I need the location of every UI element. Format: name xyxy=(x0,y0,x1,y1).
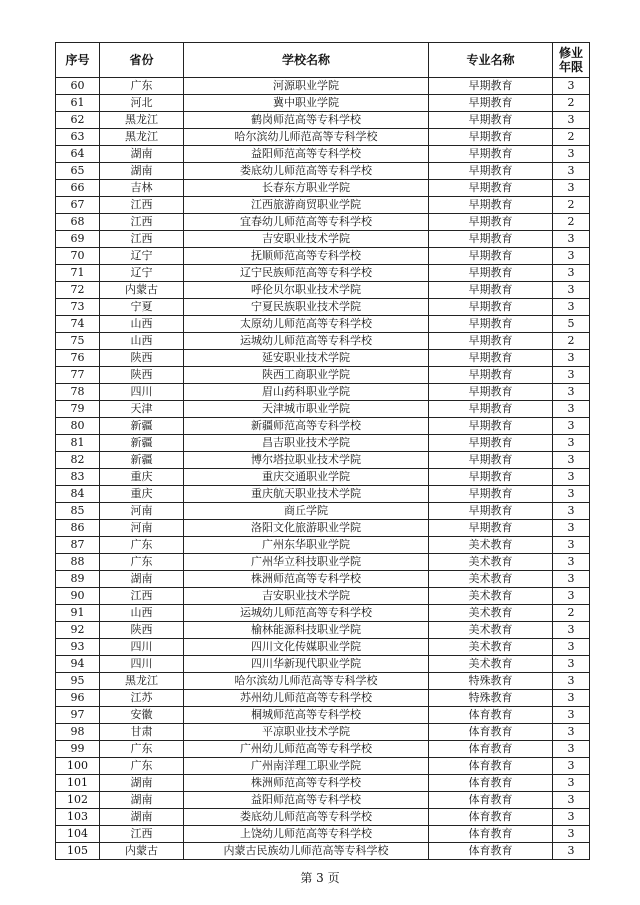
table-row xyxy=(56,401,590,418)
row-major: 特殊教育 xyxy=(429,690,553,707)
row-major: 早期教育 xyxy=(429,282,553,299)
row-years: 2 xyxy=(553,214,590,231)
table-row xyxy=(56,758,590,775)
row-province: 江西 xyxy=(100,231,184,248)
row-years: 3 xyxy=(553,248,590,265)
row-no: 75 xyxy=(56,333,100,350)
row-province: 江西 xyxy=(100,826,184,843)
row-no: 63 xyxy=(56,129,100,146)
row-major: 美术教育 xyxy=(429,622,553,639)
row-no: 82 xyxy=(56,452,100,469)
row-province: 广东 xyxy=(100,758,184,775)
row-no: 80 xyxy=(56,418,100,435)
row-major: 早期教育 xyxy=(429,129,553,146)
row-school: 榆林能源科技职业学院 xyxy=(184,622,429,639)
row-no: 60 xyxy=(56,78,100,95)
row-years: 3 xyxy=(553,486,590,503)
row-no: 102 xyxy=(56,792,100,809)
row-school: 桐城师范高等专科学校 xyxy=(184,707,429,724)
row-no: 98 xyxy=(56,724,100,741)
row-major: 早期教育 xyxy=(429,316,553,333)
table-row xyxy=(56,520,590,537)
row-years: 3 xyxy=(553,741,590,758)
row-years: 3 xyxy=(553,78,590,95)
row-years: 3 xyxy=(553,112,590,129)
row-province: 湖南 xyxy=(100,775,184,792)
row-major: 美术教育 xyxy=(429,605,553,622)
table-row xyxy=(56,299,590,316)
row-major: 早期教育 xyxy=(429,163,553,180)
table-row xyxy=(56,469,590,486)
row-province: 新疆 xyxy=(100,435,184,452)
row-years: 3 xyxy=(553,435,590,452)
table-row xyxy=(56,95,590,112)
row-province: 河北 xyxy=(100,95,184,112)
row-school: 运城幼儿师范高等专科学校 xyxy=(184,605,429,622)
header-school: 学校名称 xyxy=(184,43,429,78)
row-school: 昌吉职业技术学院 xyxy=(184,435,429,452)
row-province: 陕西 xyxy=(100,367,184,384)
row-major: 早期教育 xyxy=(429,350,553,367)
row-major: 美术教育 xyxy=(429,554,553,571)
row-major: 早期教育 xyxy=(429,401,553,418)
row-no: 86 xyxy=(56,520,100,537)
row-school: 鹤岗师范高等专科学校 xyxy=(184,112,429,129)
row-major: 体育教育 xyxy=(429,843,553,860)
table-body xyxy=(56,78,590,860)
row-school: 益阳师范高等专科学校 xyxy=(184,146,429,163)
table-row xyxy=(56,639,590,656)
table-row xyxy=(56,707,590,724)
row-province: 湖南 xyxy=(100,146,184,163)
row-no: 77 xyxy=(56,367,100,384)
row-province: 山西 xyxy=(100,605,184,622)
row-no: 67 xyxy=(56,197,100,214)
row-years: 2 xyxy=(553,95,590,112)
row-major: 早期教育 xyxy=(429,452,553,469)
row-no: 104 xyxy=(56,826,100,843)
row-province: 吉林 xyxy=(100,180,184,197)
row-school: 宜春幼儿师范高等专科学校 xyxy=(184,214,429,231)
row-years: 3 xyxy=(553,265,590,282)
row-province: 内蒙古 xyxy=(100,282,184,299)
row-major: 体育教育 xyxy=(429,809,553,826)
table-row xyxy=(56,503,590,520)
row-province: 新疆 xyxy=(100,418,184,435)
row-years: 3 xyxy=(553,673,590,690)
row-major: 早期教育 xyxy=(429,333,553,350)
row-no: 61 xyxy=(56,95,100,112)
row-no: 84 xyxy=(56,486,100,503)
row-no: 81 xyxy=(56,435,100,452)
row-years: 5 xyxy=(553,316,590,333)
row-years: 3 xyxy=(553,571,590,588)
table-row xyxy=(56,435,590,452)
row-school: 陕西工商职业学院 xyxy=(184,367,429,384)
row-no: 64 xyxy=(56,146,100,163)
row-major: 美术教育 xyxy=(429,588,553,605)
row-province: 内蒙古 xyxy=(100,843,184,860)
row-school: 益阳师范高等专科学校 xyxy=(184,792,429,809)
row-no: 74 xyxy=(56,316,100,333)
row-school: 眉山药科职业学院 xyxy=(184,384,429,401)
row-years: 3 xyxy=(553,452,590,469)
row-no: 70 xyxy=(56,248,100,265)
row-major: 美术教育 xyxy=(429,571,553,588)
row-province: 四川 xyxy=(100,639,184,656)
row-years: 3 xyxy=(553,282,590,299)
row-school: 江西旅游商贸职业学院 xyxy=(184,197,429,214)
row-province: 黑龙江 xyxy=(100,129,184,146)
table-row xyxy=(56,248,590,265)
row-no: 90 xyxy=(56,588,100,605)
row-school: 吉安职业技术学院 xyxy=(184,231,429,248)
school-list-table xyxy=(55,42,590,860)
row-province: 江苏 xyxy=(100,690,184,707)
row-major: 早期教育 xyxy=(429,265,553,282)
row-school: 广州幼儿师范高等专科学校 xyxy=(184,741,429,758)
table-row xyxy=(56,146,590,163)
table-row xyxy=(56,690,590,707)
row-major: 早期教育 xyxy=(429,520,553,537)
row-province: 河南 xyxy=(100,520,184,537)
row-years: 3 xyxy=(553,554,590,571)
row-years: 3 xyxy=(553,809,590,826)
row-no: 91 xyxy=(56,605,100,622)
table-row xyxy=(56,537,590,554)
row-school: 广州华立科技职业学院 xyxy=(184,554,429,571)
table-row xyxy=(56,316,590,333)
row-school: 延安职业技术学院 xyxy=(184,350,429,367)
row-no: 83 xyxy=(56,469,100,486)
row-years: 3 xyxy=(553,775,590,792)
row-school: 苏州幼儿师范高等专科学校 xyxy=(184,690,429,707)
row-no: 78 xyxy=(56,384,100,401)
row-no: 71 xyxy=(56,265,100,282)
row-province: 宁夏 xyxy=(100,299,184,316)
row-no: 65 xyxy=(56,163,100,180)
table-row xyxy=(56,588,590,605)
row-school: 抚顺师范高等专科学校 xyxy=(184,248,429,265)
row-major: 早期教育 xyxy=(429,486,553,503)
row-major: 体育教育 xyxy=(429,826,553,843)
row-major: 早期教育 xyxy=(429,112,553,129)
row-no: 97 xyxy=(56,707,100,724)
row-no: 85 xyxy=(56,503,100,520)
row-school: 株洲师范高等专科学校 xyxy=(184,775,429,792)
row-province: 重庆 xyxy=(100,469,184,486)
row-school: 内蒙古民族幼儿师范高等专科学校 xyxy=(184,843,429,860)
row-school: 天津城市职业学院 xyxy=(184,401,429,418)
row-province: 广东 xyxy=(100,554,184,571)
row-school: 博尔塔拉职业技术学院 xyxy=(184,452,429,469)
row-province: 安徽 xyxy=(100,707,184,724)
row-major: 早期教育 xyxy=(429,214,553,231)
table-row xyxy=(56,78,590,95)
row-years: 3 xyxy=(553,639,590,656)
row-school: 重庆交通职业学院 xyxy=(184,469,429,486)
table-row xyxy=(56,826,590,843)
table-row xyxy=(56,265,590,282)
row-province: 湖南 xyxy=(100,571,184,588)
row-years: 3 xyxy=(553,180,590,197)
row-school: 广州东华职业学院 xyxy=(184,537,429,554)
row-school: 上饶幼儿师范高等专科学校 xyxy=(184,826,429,843)
row-major: 美术教育 xyxy=(429,656,553,673)
row-major: 体育教育 xyxy=(429,792,553,809)
row-province: 湖南 xyxy=(100,792,184,809)
row-province: 山西 xyxy=(100,333,184,350)
row-school: 娄底幼儿师范高等专科学校 xyxy=(184,809,429,826)
row-no: 87 xyxy=(56,537,100,554)
row-major: 早期教育 xyxy=(429,435,553,452)
row-school: 四川文化传媒职业学院 xyxy=(184,639,429,656)
row-no: 69 xyxy=(56,231,100,248)
row-school: 株洲师范高等专科学校 xyxy=(184,571,429,588)
table-row xyxy=(56,384,590,401)
table-row xyxy=(56,452,590,469)
row-years: 3 xyxy=(553,537,590,554)
row-no: 72 xyxy=(56,282,100,299)
row-years: 3 xyxy=(553,690,590,707)
header-province: 省份 xyxy=(100,43,184,78)
row-no: 96 xyxy=(56,690,100,707)
row-province: 辽宁 xyxy=(100,265,184,282)
row-years: 3 xyxy=(553,520,590,537)
row-years: 3 xyxy=(553,588,590,605)
row-province: 重庆 xyxy=(100,486,184,503)
row-years: 3 xyxy=(553,724,590,741)
row-years: 3 xyxy=(553,843,590,860)
row-major: 早期教育 xyxy=(429,78,553,95)
row-major: 体育教育 xyxy=(429,724,553,741)
row-no: 89 xyxy=(56,571,100,588)
table-row xyxy=(56,554,590,571)
row-province: 湖南 xyxy=(100,163,184,180)
row-no: 95 xyxy=(56,673,100,690)
row-major: 早期教育 xyxy=(429,95,553,112)
row-no: 99 xyxy=(56,741,100,758)
row-school: 冀中职业学院 xyxy=(184,95,429,112)
row-school: 商丘学院 xyxy=(184,503,429,520)
row-province: 湖南 xyxy=(100,809,184,826)
row-no: 73 xyxy=(56,299,100,316)
row-major: 早期教育 xyxy=(429,384,553,401)
table-row xyxy=(56,180,590,197)
row-province: 四川 xyxy=(100,384,184,401)
table-row xyxy=(56,418,590,435)
row-major: 早期教育 xyxy=(429,231,553,248)
row-years: 3 xyxy=(553,146,590,163)
row-no: 68 xyxy=(56,214,100,231)
row-no: 100 xyxy=(56,758,100,775)
row-no: 66 xyxy=(56,180,100,197)
table-row xyxy=(56,367,590,384)
row-province: 山西 xyxy=(100,316,184,333)
row-years: 3 xyxy=(553,707,590,724)
row-years: 3 xyxy=(553,350,590,367)
row-no: 79 xyxy=(56,401,100,418)
row-province: 黑龙江 xyxy=(100,112,184,129)
row-school: 长春东方职业学院 xyxy=(184,180,429,197)
header-years: 修业 年限 xyxy=(553,43,590,78)
row-years: 3 xyxy=(553,503,590,520)
row-school: 平凉职业技术学院 xyxy=(184,724,429,741)
header-no: 序号 xyxy=(56,43,100,78)
row-no: 88 xyxy=(56,554,100,571)
table-row xyxy=(56,741,590,758)
row-years: 3 xyxy=(553,758,590,775)
row-major: 美术教育 xyxy=(429,639,553,656)
table-row xyxy=(56,163,590,180)
row-years: 2 xyxy=(553,605,590,622)
row-school: 新疆师范高等专科学校 xyxy=(184,418,429,435)
row-province: 辽宁 xyxy=(100,248,184,265)
table-row xyxy=(56,350,590,367)
row-no: 93 xyxy=(56,639,100,656)
row-years: 3 xyxy=(553,656,590,673)
row-province: 天津 xyxy=(100,401,184,418)
row-school: 辽宁民族师范高等专科学校 xyxy=(184,265,429,282)
row-province: 广东 xyxy=(100,78,184,95)
row-years: 3 xyxy=(553,163,590,180)
row-school: 洛阳文化旅游职业学院 xyxy=(184,520,429,537)
table-row xyxy=(56,333,590,350)
table-row xyxy=(56,486,590,503)
row-major: 美术教育 xyxy=(429,537,553,554)
row-major: 早期教育 xyxy=(429,197,553,214)
row-major: 特殊教育 xyxy=(429,673,553,690)
row-years: 3 xyxy=(553,401,590,418)
header-major: 专业名称 xyxy=(429,43,553,78)
row-school: 河源职业学院 xyxy=(184,78,429,95)
row-years: 3 xyxy=(553,792,590,809)
table-header-row xyxy=(56,43,590,78)
row-no: 105 xyxy=(56,843,100,860)
row-major: 早期教育 xyxy=(429,248,553,265)
row-major: 早期教育 xyxy=(429,299,553,316)
table-row xyxy=(56,843,590,860)
table-row xyxy=(56,656,590,673)
row-school: 宁夏民族职业技术学院 xyxy=(184,299,429,316)
row-school: 太原幼儿师范高等专科学校 xyxy=(184,316,429,333)
row-province: 甘肃 xyxy=(100,724,184,741)
row-no: 92 xyxy=(56,622,100,639)
row-years: 3 xyxy=(553,469,590,486)
row-province: 陕西 xyxy=(100,350,184,367)
row-major: 早期教育 xyxy=(429,503,553,520)
row-major: 早期教育 xyxy=(429,469,553,486)
row-province: 四川 xyxy=(100,656,184,673)
row-years: 2 xyxy=(553,333,590,350)
table-row xyxy=(56,231,590,248)
row-years: 3 xyxy=(553,367,590,384)
row-province: 江西 xyxy=(100,214,184,231)
row-no: 76 xyxy=(56,350,100,367)
row-major: 体育教育 xyxy=(429,775,553,792)
row-major: 早期教育 xyxy=(429,180,553,197)
row-no: 101 xyxy=(56,775,100,792)
row-province: 江西 xyxy=(100,197,184,214)
table-row xyxy=(56,775,590,792)
page-number: 第 3 页 xyxy=(300,871,340,885)
row-years: 3 xyxy=(553,622,590,639)
row-years: 3 xyxy=(553,826,590,843)
row-major: 早期教育 xyxy=(429,418,553,435)
row-province: 新疆 xyxy=(100,452,184,469)
table-row xyxy=(56,112,590,129)
row-years: 2 xyxy=(553,129,590,146)
row-school: 四川华新现代职业学院 xyxy=(184,656,429,673)
row-province: 江西 xyxy=(100,588,184,605)
table-row xyxy=(56,571,590,588)
row-school: 哈尔滨幼儿师范高等专科学校 xyxy=(184,673,429,690)
row-school: 运城幼儿师范高等专科学校 xyxy=(184,333,429,350)
row-province: 广东 xyxy=(100,537,184,554)
table-row xyxy=(56,129,590,146)
table-row xyxy=(56,214,590,231)
row-school: 广州南洋理工职业学院 xyxy=(184,758,429,775)
row-years: 3 xyxy=(553,299,590,316)
row-years: 2 xyxy=(553,197,590,214)
row-major: 体育教育 xyxy=(429,741,553,758)
table-row xyxy=(56,673,590,690)
row-years: 3 xyxy=(553,231,590,248)
row-school: 吉安职业技术学院 xyxy=(184,588,429,605)
table-row xyxy=(56,197,590,214)
row-years: 3 xyxy=(553,418,590,435)
table-row xyxy=(56,809,590,826)
row-major: 体育教育 xyxy=(429,707,553,724)
table-row xyxy=(56,724,590,741)
row-major: 体育教育 xyxy=(429,758,553,775)
row-province: 陕西 xyxy=(100,622,184,639)
row-school: 哈尔滨幼儿师范高等专科学校 xyxy=(184,129,429,146)
row-no: 103 xyxy=(56,809,100,826)
row-no: 94 xyxy=(56,656,100,673)
row-province: 广东 xyxy=(100,741,184,758)
row-major: 早期教育 xyxy=(429,146,553,163)
row-major: 早期教育 xyxy=(429,367,553,384)
row-school: 重庆航天职业技术学院 xyxy=(184,486,429,503)
row-province: 河南 xyxy=(100,503,184,520)
table-row xyxy=(56,282,590,299)
row-no: 62 xyxy=(56,112,100,129)
table-row xyxy=(56,605,590,622)
table-row xyxy=(56,622,590,639)
row-province: 黑龙江 xyxy=(100,673,184,690)
table-row xyxy=(56,792,590,809)
row-years: 3 xyxy=(553,384,590,401)
row-school: 呼伦贝尔职业技术学院 xyxy=(184,282,429,299)
row-school: 娄底幼儿师范高等专科学校 xyxy=(184,163,429,180)
